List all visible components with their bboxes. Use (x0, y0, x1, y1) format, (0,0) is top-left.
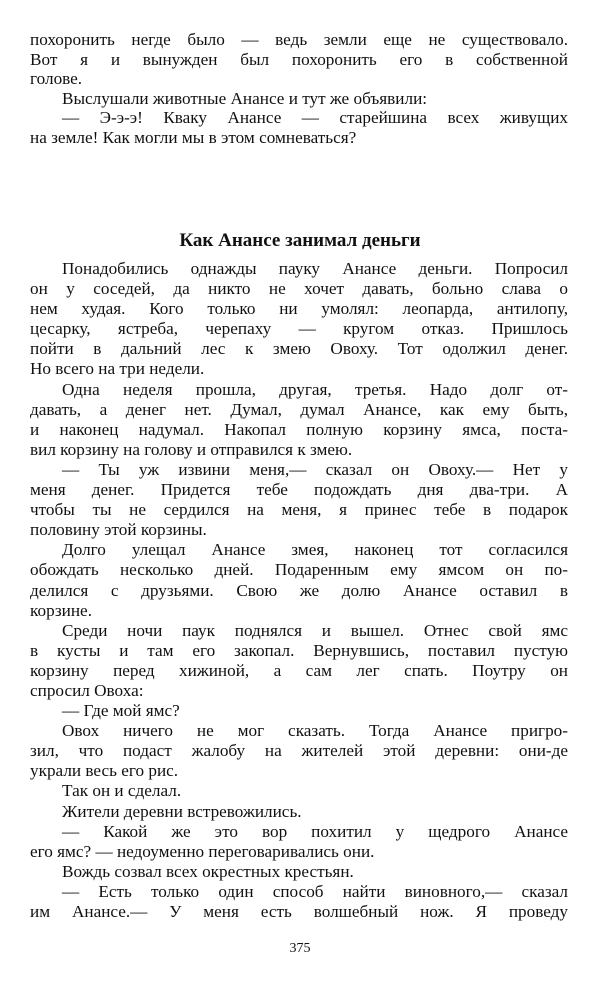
text-line: им Анансе.— У меня есть волшебный нож. Я проведу (30, 902, 568, 921)
paragraph (30, 781, 568, 801)
text-line: корзине. (30, 600, 92, 620)
text-line: делился с друзьями. Свою же долю Анансе оставил в (30, 580, 568, 600)
paragraph (30, 802, 568, 822)
text-line: и наконец надумал. Накопал полную корзину ямса, поста- (30, 419, 568, 439)
previous-story-ending (30, 30, 568, 148)
paragraph (30, 621, 568, 701)
text-line: — Какой же это вор похитил у щедрого Анансе (62, 821, 568, 841)
text-line: корзину перед хижиной, а сам лег спать. Поутру он (30, 660, 568, 680)
text-line: спросил Овоха: (30, 680, 144, 700)
text-line: украли весь его рис. (30, 761, 179, 781)
text-line: на земле! Как могли мы в этом сомневаться? (30, 127, 357, 147)
paragraph (30, 701, 568, 721)
text-line: вил корзину на голову и отправился к змею. (30, 439, 353, 459)
text-line: — Есть только один способ найти виновного,— сказал (62, 881, 568, 901)
text-line: обождать несколько дней. Подаренным ему ямсом он по- (30, 560, 568, 580)
text-line: половину этой корзины. (30, 520, 207, 540)
paragraph (30, 108, 568, 147)
text-line: Одна неделя прошла, другая, третья. Надо долг от- (62, 379, 568, 399)
text-line: — Где мой ямс? (62, 701, 180, 721)
paragraph (30, 721, 568, 781)
paragraph (30, 380, 568, 460)
text-line: — Э-э-э! Кваку Анансе — старейшина всех живущих (62, 108, 568, 128)
text-line: меня денег. Придется тебе подождать дня два-три. А (30, 480, 568, 500)
text-line: Овох ничего не мог сказать. Тогда Анансе пригро- (62, 721, 568, 741)
paragraph (30, 30, 568, 89)
story-title: Как Анансе занимал деньги (179, 230, 421, 251)
text-line: голове. (30, 69, 83, 89)
text-line: Жители деревни встревожились. (62, 801, 302, 821)
paragraph (30, 540, 568, 620)
paragraph (30, 89, 568, 109)
text-line: Так он и сделал. (62, 781, 182, 801)
text-line: чтобы ты не сердился на меня, я принес тебе в подарок (30, 500, 568, 520)
text-line: похоронить негде было — ведь земли еще не существовало. (30, 30, 568, 49)
paragraph (30, 862, 568, 882)
text-line: нем худая. Кого только ни умолял: леопарда, антилопу, (30, 299, 568, 319)
paragraph (30, 822, 568, 862)
text-line: — Ты уж извини меня,— сказал он Овоху.— Нет у (62, 459, 568, 479)
text-line: зил, что подаст жалобу на жителей этой деревни: они-де (30, 741, 568, 761)
text-line: Понадобились однажды пауку Анансе деньги. Попросил (62, 259, 568, 278)
text-line: его ямс? — недоуменно переговаривались они. (30, 841, 375, 861)
paragraph (30, 460, 568, 540)
text-line: давать, а денег нет. Думал, думал Анансе, как ему быть, (30, 399, 568, 419)
text-line: цесарку, ястреба, черепаху — кругом отказ. Пришлось (30, 319, 568, 339)
text-line: Среди ночи паук поднялся и вышел. Отнес свой ямс (62, 620, 568, 640)
text-line: Но всего на три недели. (30, 359, 205, 379)
text-line: он у соседей, да никто не хочет давать, больно слава о (30, 279, 568, 299)
story-body (30, 259, 568, 922)
text-line: Вождь созвал всех окрестных крестьян. (62, 861, 354, 881)
page-number: 375 (289, 941, 311, 956)
paragraph (30, 259, 568, 380)
paragraph (30, 882, 568, 922)
text-line: Вот я и вынужден был похоронить его в собственной (30, 49, 568, 69)
text-line: в кусты и там его закопал. Вернувшись, поставил пустую (30, 640, 568, 660)
text-line: Выслушали животные Анансе и тут же объявили: (62, 88, 428, 108)
text-line: Долго улещал Анансе змея, наконец тот согласился (62, 540, 568, 560)
text-line: пойти в дальний лес к змею Овоху. Тот одолжил денег. (30, 339, 568, 359)
